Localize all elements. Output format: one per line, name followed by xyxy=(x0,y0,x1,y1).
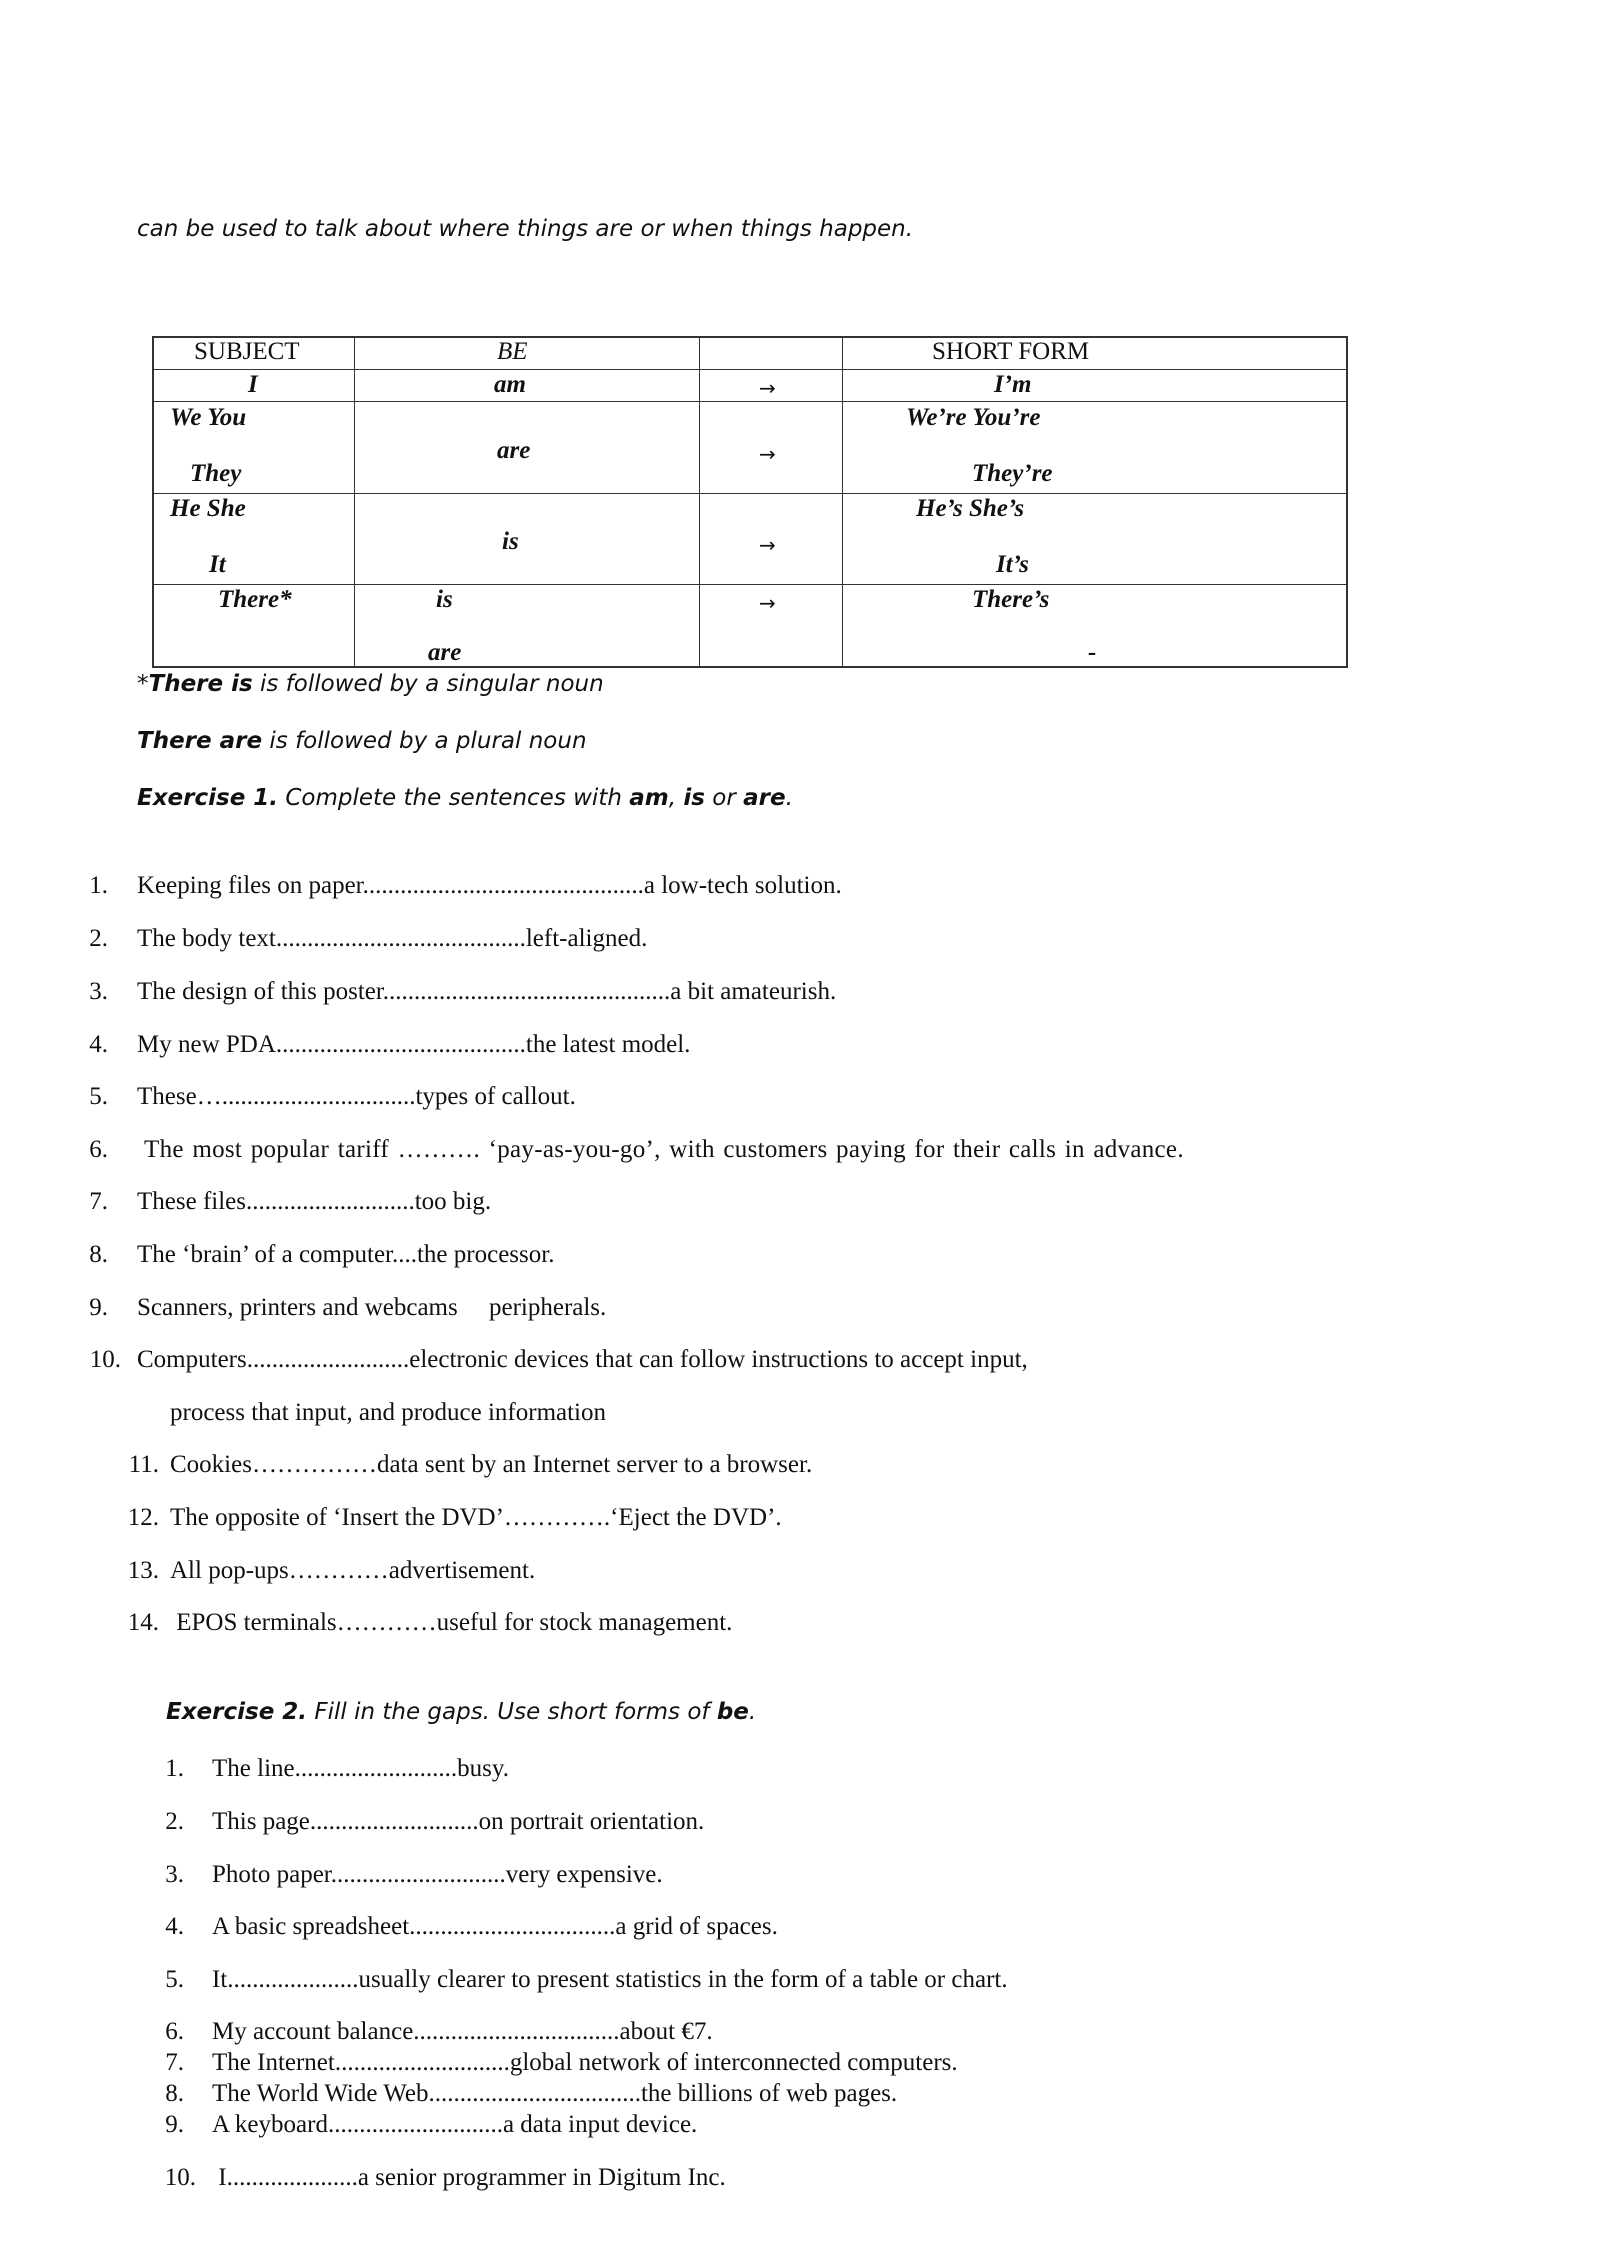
table-divider xyxy=(699,338,700,666)
short-form-cell: He’s She’s xyxy=(916,495,1025,522)
subject-cell: They xyxy=(190,460,242,487)
arrow-icon: → xyxy=(759,591,776,615)
intro-text: can be used to talk about where things are or when things happen. xyxy=(137,216,914,242)
table-divider xyxy=(154,584,1346,585)
header-subject: SUBJECT xyxy=(194,338,300,365)
short-form-cell: There’s xyxy=(972,586,1050,613)
short-form-cell: We’re You’re xyxy=(906,404,1041,431)
be-cell: am xyxy=(494,371,526,398)
table-divider xyxy=(354,338,355,666)
arrow-icon: → xyxy=(759,442,776,466)
exercise2-heading: Exercise 2. Fill in the gaps. Use short forms of be. xyxy=(166,1699,757,1725)
be-forms-table xyxy=(152,336,1348,668)
subject-cell: There* xyxy=(218,586,292,613)
short-form-cell: They’re xyxy=(972,460,1053,487)
table-divider xyxy=(154,493,1346,494)
table-divider xyxy=(154,369,1346,370)
subject-cell: We You xyxy=(170,404,247,431)
short-form-cell: I’m xyxy=(994,371,1032,398)
be-cell: are xyxy=(428,639,462,666)
note-singular: *There is is followed by a singular noun xyxy=(137,671,604,697)
be-cell: is xyxy=(436,586,453,613)
arrow-icon: → xyxy=(759,376,776,400)
be-cell: are xyxy=(497,437,531,464)
subject-cell: I xyxy=(248,371,258,398)
subject-cell: He She xyxy=(170,495,246,522)
table-divider xyxy=(154,401,1346,402)
header-short-form: SHORT FORM xyxy=(932,338,1090,365)
short-form-cell: - xyxy=(1088,639,1097,666)
arrow-icon: → xyxy=(759,533,776,557)
subject-cell: It xyxy=(209,551,226,578)
note-plural: There are is followed by a plural noun xyxy=(137,728,587,754)
exercise1-heading: Exercise 1. Complete the sentences with am, is or are. xyxy=(137,785,793,811)
be-cell: is xyxy=(502,528,519,555)
header-be: BE xyxy=(497,338,528,365)
table-divider xyxy=(842,338,843,666)
short-form-cell: It’s xyxy=(996,551,1029,578)
